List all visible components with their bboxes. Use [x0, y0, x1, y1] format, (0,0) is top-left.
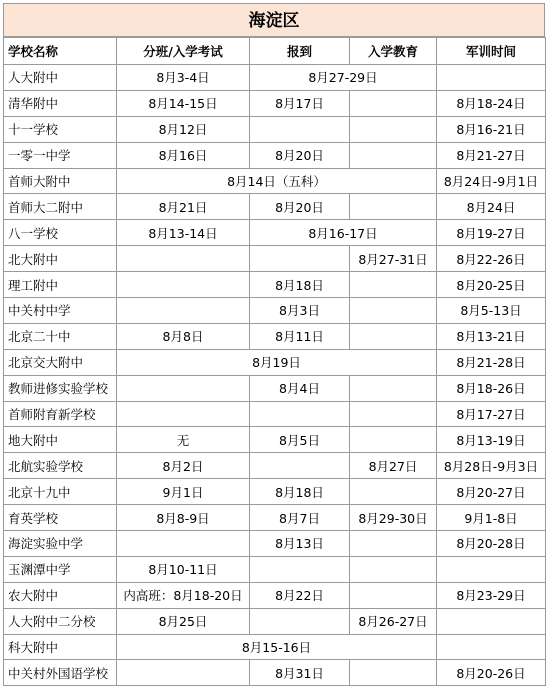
table-row: [4, 298, 546, 324]
school-name-cell: 农大附中: [4, 582, 117, 608]
schedule-cell: 8月14日（五科）: [117, 168, 437, 194]
schedule-cell: 8月21-27日: [437, 142, 546, 168]
schedule-cell: [117, 531, 250, 557]
schedule-cell: 无: [117, 427, 250, 453]
table-row: [4, 246, 546, 272]
schedule-cell: 8月14-15日: [117, 90, 250, 116]
table-row: [4, 660, 546, 686]
table-row: [4, 323, 546, 349]
schedule-cell: [250, 556, 350, 582]
schedule-cell: 8月13-14日: [117, 220, 250, 246]
table-row: [4, 556, 546, 582]
school-name-cell: 北航实验学校: [4, 453, 117, 479]
schedule-cell: 8月18-26日: [437, 375, 546, 401]
table-row: [4, 220, 546, 246]
schedule-cell: 8月16日: [117, 142, 250, 168]
table-row: [4, 168, 546, 194]
schedule-cell: [350, 142, 437, 168]
schedule-cell: [350, 401, 437, 427]
schedule-cell: 8月27-31日: [350, 246, 437, 272]
schedule-cell: [250, 608, 350, 634]
table-row: [4, 116, 546, 142]
schedule-cell: [350, 531, 437, 557]
schedule-cell: 8月18日: [250, 479, 350, 505]
table-row: [4, 479, 546, 505]
school-name-cell: 教师进修实验学校: [4, 375, 117, 401]
table-row: [4, 90, 546, 116]
school-name-cell: 北京交大附中: [4, 349, 117, 375]
table-row: [4, 401, 546, 427]
schedule-cell: 8月2日: [117, 453, 250, 479]
schedule-cell: 内高班：8月18-20日: [117, 582, 250, 608]
schedule-cell: 8月13-21日: [437, 323, 546, 349]
school-name-cell: 首师大附中: [4, 168, 117, 194]
schedule-cell: 8月13日: [250, 531, 350, 557]
schedule-cell: 8月22-26日: [437, 246, 546, 272]
table-body: [4, 65, 546, 686]
schedule-cell: 8月29-30日: [350, 505, 437, 531]
schedule-cell: 8月31日: [250, 660, 350, 686]
schedule-cell: [350, 298, 437, 324]
school-name-cell: 中关村外国语学校: [4, 660, 117, 686]
table-row: [4, 453, 546, 479]
table-row: [4, 65, 546, 91]
schedule-cell: [350, 582, 437, 608]
schedule-cell: 8月27日: [350, 453, 437, 479]
school-name-cell: 清华附中: [4, 90, 117, 116]
schedule-cell: [350, 194, 437, 220]
schedule-cell: 8月20日: [250, 194, 350, 220]
school-name-cell: 中关村中学: [4, 298, 117, 324]
schedule-cell: 9月1-8日: [437, 505, 546, 531]
school-name-cell: 人大附中二分校: [4, 608, 117, 634]
table-row: [4, 608, 546, 634]
schedule-cell: [350, 90, 437, 116]
schedule-cell: 8月16-17日: [250, 220, 437, 246]
schedule-cell: 8月27-29日: [250, 65, 437, 91]
schedule-cell: 8月28日-9月3日: [437, 453, 546, 479]
school-name-cell: 十一学校: [4, 116, 117, 142]
schedule-cell: [117, 272, 250, 298]
schedule-cell: [350, 323, 437, 349]
schedule-cell: 8月19-27日: [437, 220, 546, 246]
schedule-cell: 8月20-25日: [437, 272, 546, 298]
school-name-cell: 海淀实验中学: [4, 531, 117, 557]
schedule-cell: 8月8日: [117, 323, 250, 349]
school-name-cell: 北京二十中: [4, 323, 117, 349]
school-name-cell: 人大附中: [4, 65, 117, 91]
schedule-cell: [117, 375, 250, 401]
schedule-cell: 8月3-4日: [117, 65, 250, 91]
table-row: [4, 349, 546, 375]
schedule-cell: [117, 660, 250, 686]
schedule-cell: [350, 660, 437, 686]
school-name-cell: 一零一中学: [4, 142, 117, 168]
school-name-cell: 首师附育新学校: [4, 401, 117, 427]
table-row: [4, 194, 546, 220]
table-row: [4, 634, 546, 660]
schedule-cell: [350, 556, 437, 582]
schedule-cell: 8月21日: [117, 194, 250, 220]
header-military-training: 军训时间: [437, 38, 546, 65]
sheet-title: 海淀区: [3, 3, 545, 37]
schedule-cell: 8月24日-9月1日: [437, 168, 546, 194]
schedule-cell: [437, 556, 546, 582]
schedule-cell: 8月12日: [117, 116, 250, 142]
school-name-cell: 地大附中: [4, 427, 117, 453]
schedule-cell: 8月8-9日: [117, 505, 250, 531]
schedule-cell: [117, 298, 250, 324]
schedule-cell: 8月20-27日: [437, 479, 546, 505]
schedule-cell: [250, 116, 350, 142]
schedule-cell: 8月22日: [250, 582, 350, 608]
schedule-cell: [350, 375, 437, 401]
schedule-cell: 8月21-28日: [437, 349, 546, 375]
schedule-cell: [437, 634, 546, 660]
header-school-name: 学校名称: [4, 38, 117, 65]
header-report: 报到: [250, 38, 350, 65]
school-name-cell: 八一学校: [4, 220, 117, 246]
schedule-cell: 8月11日: [250, 323, 350, 349]
table-row: [4, 427, 546, 453]
schedule-cell: 8月18日: [250, 272, 350, 298]
schedule-cell: 8月16-21日: [437, 116, 546, 142]
schedule-sheet: [3, 3, 545, 686]
schedule-cell: 8月20日: [250, 142, 350, 168]
header-exam: 分班/入学考试: [117, 38, 250, 65]
school-name-cell: 育英学校: [4, 505, 117, 531]
schedule-cell: 8月15-16日: [117, 634, 437, 660]
schedule-cell: [437, 608, 546, 634]
school-name-cell: 北大附中: [4, 246, 117, 272]
schedule-cell: [250, 401, 350, 427]
schedule-table: [3, 37, 546, 686]
schedule-cell: 8月26-27日: [350, 608, 437, 634]
table-row: [4, 582, 546, 608]
schedule-cell: 8月24日: [437, 194, 546, 220]
schedule-cell: 8月3日: [250, 298, 350, 324]
schedule-cell: [250, 246, 350, 272]
school-name-cell: 首师大二附中: [4, 194, 117, 220]
schedule-cell: 8月20-28日: [437, 531, 546, 557]
schedule-cell: [350, 116, 437, 142]
schedule-cell: [117, 401, 250, 427]
schedule-cell: 8月19日: [117, 349, 437, 375]
schedule-cell: 8月25日: [117, 608, 250, 634]
schedule-cell: [437, 65, 546, 91]
schedule-cell: 8月10-11日: [117, 556, 250, 582]
school-name-cell: 玉渊潭中学: [4, 556, 117, 582]
schedule-cell: [350, 427, 437, 453]
schedule-cell: 8月13-19日: [437, 427, 546, 453]
schedule-cell: 8月18-24日: [437, 90, 546, 116]
table-row: [4, 142, 546, 168]
school-name-cell: 科大附中: [4, 634, 117, 660]
table-row: [4, 272, 546, 298]
schedule-cell: 8月17-27日: [437, 401, 546, 427]
table-row: [4, 375, 546, 401]
schedule-cell: 8月5日: [250, 427, 350, 453]
schedule-cell: 8月23-29日: [437, 582, 546, 608]
schedule-cell: [350, 479, 437, 505]
schedule-cell: 8月20-26日: [437, 660, 546, 686]
school-name-cell: 北京十九中: [4, 479, 117, 505]
schedule-cell: [117, 246, 250, 272]
table-row: [4, 531, 546, 557]
schedule-cell: 8月7日: [250, 505, 350, 531]
schedule-cell: 8月17日: [250, 90, 350, 116]
school-name-cell: 理工附中: [4, 272, 117, 298]
schedule-cell: 9月1日: [117, 479, 250, 505]
schedule-cell: [350, 272, 437, 298]
schedule-cell: 8月4日: [250, 375, 350, 401]
schedule-cell: 8月5-13日: [437, 298, 546, 324]
table-row: [4, 505, 546, 531]
header-orientation: 入学教育: [350, 38, 437, 65]
schedule-cell: [250, 453, 350, 479]
header-row: [4, 38, 546, 65]
